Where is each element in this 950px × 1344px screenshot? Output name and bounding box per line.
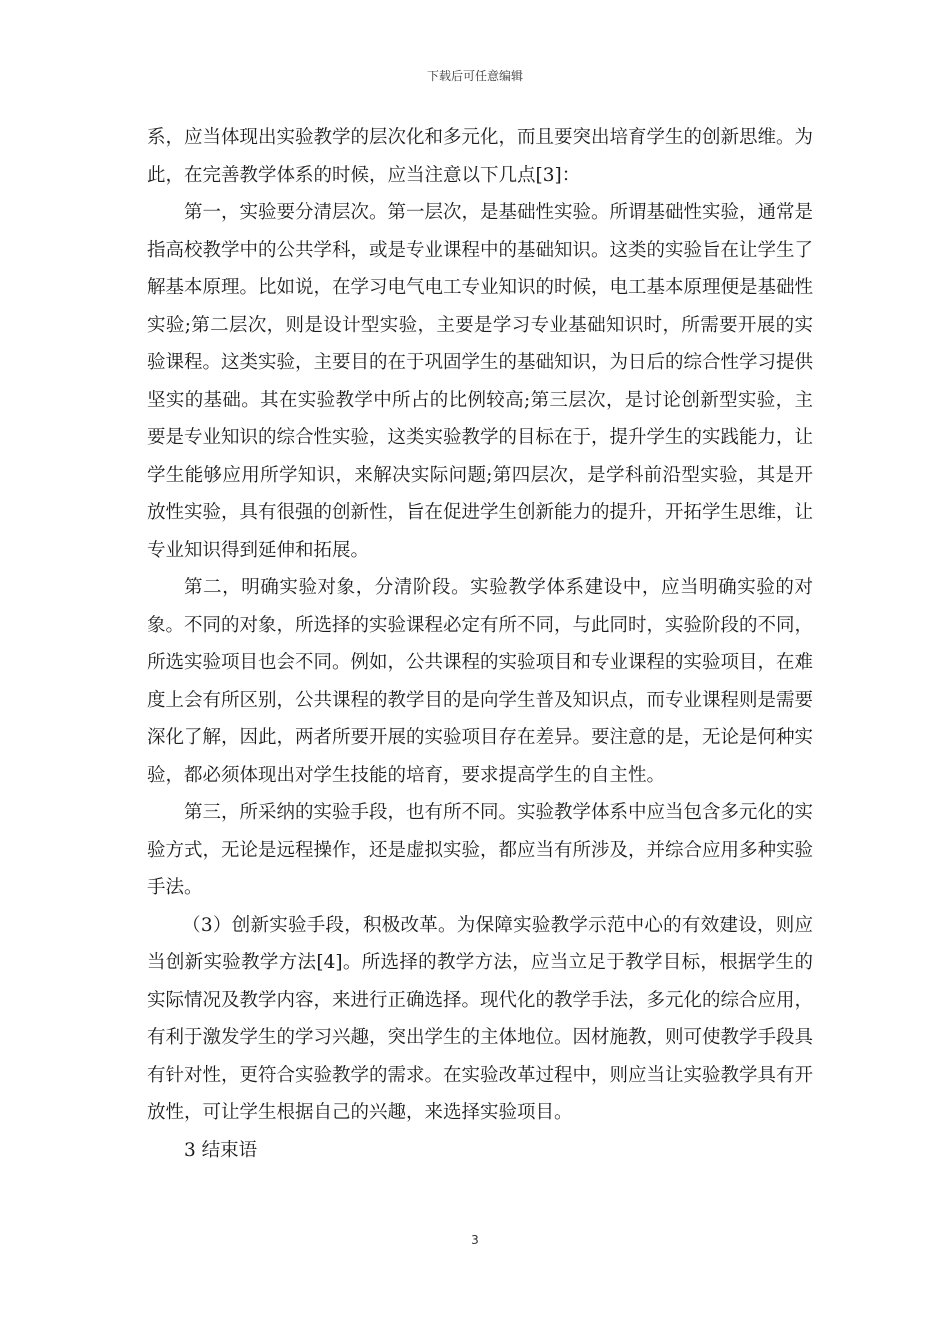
paragraph-first-point: 第一，实验要分清层次。第一层次，是基础性实验。所谓基础性实验，通常是指高校教学中的公共学科，或是专业课程中的基础知识。这类的实验旨在让学生了解基本原理。比如说，在学习电气电工专业知识的时候，电工基本原理便是基础性实验;第二层次，则是设计型实验，主要是学习专业基础知识时，所需要开展的实验课程。这类实验，主要目的在于巩固学生的基础知识，为日后的综合性学习提供坚实的基础。其在实验教学中所占的比例较高;第三层次，是讨论创新型实验，主要是专业知识的综合性实验，这类实验教学的目标在于，提升学生的实践能力，让学生能够应用所学知识，来解决实际问题;第四层次，是学科前沿型实验，其是开放性实验，具有很强的创新性，旨在促进学生创新能力的提升，开拓学生思维，让专业知识得到延伸和拓展。 (147, 202, 814, 561)
paragraph-continuation: 系，应当体现出实验教学的层次化和多元化，而且要突出培育学生的创新思维。为此，在完善教学体系的时候，应当注意以下几点[3]： (147, 127, 814, 186)
paragraph-second-point: 第二，明确实验对象，分清阶段。实验教学体系建设中，应当明确实验的对象。不同的对象，所选择的实验课程必定有所不同，与此同时，实验阶段的不同，所选实验项目也会不同。例如，公共课程的实验项目和专业课程的实验项目，在难度上会有所区别，公共课程的教学目的是向学生普及知识点，而专业课程则是需要深化了解，因此，两者所要开展的实验项目存在差异。要注意的是，无论是何种实验，都必须体现出对学生技能的培育，要求提高学生的自主性。 (147, 577, 814, 786)
page-header: 下载后可任意编辑 (426, 69, 523, 83)
paragraph-section-3: （3）创新实验手段，积极改革。为保障实验教学示范中心的有效建设，则应当创新实验教学方法[4]。所选择的教学方法，应当立足于教学目标，根据学生的实际情况及教学内容，来进行正确选择。现代化的教学手法，多元化的综合应用，有利于激发学生的学习兴趣，突出学生的主体地位。因材施教，则可使教学手段具有针对性，更符合实验教学的需求。在实验改革过程中，则应当让实验教学具有开放性，可让学生根据自己的兴趣，来选择实验项目。 (147, 914, 814, 1123)
document-body (147, 119, 813, 1169)
paragraph-third-point: 第三，所采纳的实验手段，也有所不同。实验教学体系中应当包含多元化的实验方式，无论是远程操作，还是虚拟实验，都应当有所涉及，并综合应用多种实验手法。 (147, 802, 814, 898)
section-heading-conclusion: 3 结束语 (184, 1139, 258, 1161)
page-number: 3 (471, 1233, 479, 1247)
